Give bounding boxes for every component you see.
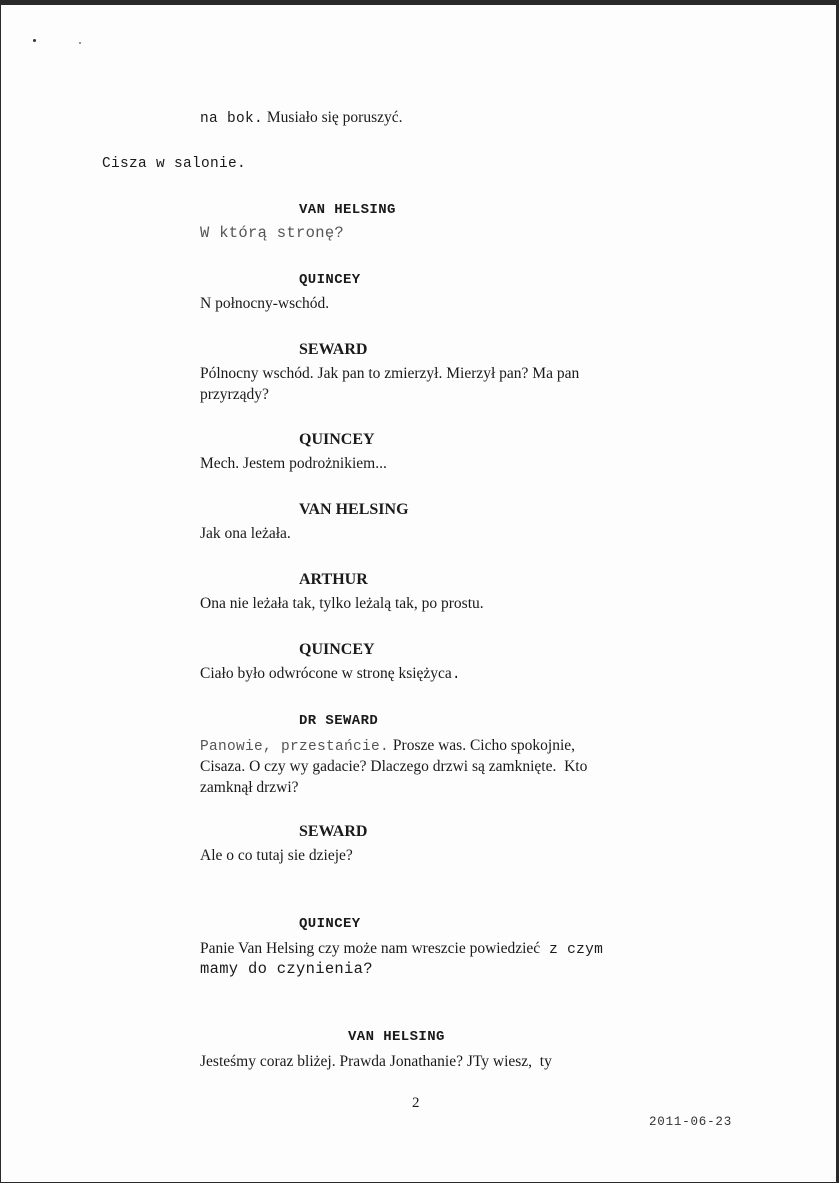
dialogue: Ale o co tutaj sie dzieje? <box>200 847 353 864</box>
character-name: VAN HELSING <box>299 202 396 218</box>
dialogue-line <box>200 938 640 961</box>
dialogue-serif: Panie Van Helsing czy może nam wreszcie powiedzieć <box>200 940 541 957</box>
character-name: DR SEWARD <box>299 713 379 729</box>
continuation-mono: na bok. <box>200 111 264 127</box>
character-name: SEWARD <box>299 341 368 358</box>
character-name: QUINCEY <box>299 431 375 448</box>
dialogue: Mech. Jestem podrożnikiem... <box>200 455 387 472</box>
dialogue-mono: z czym <box>540 942 604 958</box>
character-name: SEWARD <box>299 823 368 840</box>
dialogue-line: Cisaza. O czy wy gadacie? Dlaczego drzwi są zamknięte. Kto <box>200 758 588 775</box>
dialogue-line: przyrządy? <box>200 386 269 403</box>
character-name: VAN HELSING <box>299 501 409 518</box>
character-name: VAN HELSING <box>348 1029 445 1045</box>
character-name: QUINCEY <box>299 641 375 658</box>
scan-speck-small <box>79 42 81 44</box>
continuation-line <box>200 107 403 130</box>
continuation-serif: Musiało się poruszyć. <box>263 109 403 126</box>
dialogue-serif: Ciało było odwrócone w stronę księżyca <box>200 665 452 682</box>
dialogue-mono: . <box>451 667 461 683</box>
character-name: QUINCEY <box>299 916 361 932</box>
character-name: ARTHUR <box>299 571 368 588</box>
dialogue: Ona nie leżała tak, tylko leżalą tak, po prostu. <box>200 595 484 612</box>
character-name: QUINCEY <box>299 272 361 288</box>
dialogue: N połnocny-wschód. <box>200 295 330 312</box>
dialogue-mono: Panowie, przestańcie. <box>200 739 390 755</box>
dialogue: W którą stronę? <box>200 224 345 242</box>
dialogue: Jak ona leżała. <box>200 525 291 542</box>
dialogue-serif: Prosze was. Cicho spokojnie, <box>389 737 576 754</box>
dialogue-line: zamknął drzwi? <box>200 779 299 796</box>
scan-speck <box>33 39 36 42</box>
dialogue-line <box>200 735 640 758</box>
page-number: 2 <box>412 1095 420 1111</box>
date-stamp: 2011-06-23 <box>649 1115 733 1129</box>
dialogue: Jesteśmy coraz bliżej. Prawda Jonathanie? JTy wiesz, ty <box>200 1053 552 1070</box>
dialogue <box>200 663 640 686</box>
dialogue-line: mamy do czynienia? <box>200 960 373 978</box>
dialogue-line: Pólnocny wschód. Jak pan to zmierzył. Mierzył pan? Ma pan <box>200 365 580 382</box>
action-line: Cisza w salonie. <box>102 156 247 172</box>
